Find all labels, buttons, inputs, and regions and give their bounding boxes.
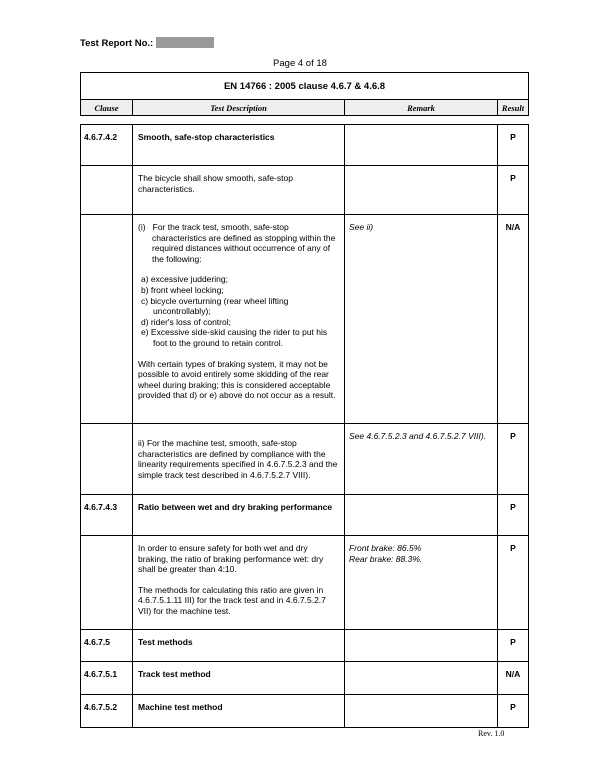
rear-brake-remark: Rear brake: 88.3%. [349,553,423,564]
result-cell: P [498,424,529,495]
description-cell: The bicycle shall show smooth, safe-stop characteristics. [133,166,345,215]
section-title: Test methods [133,630,345,662]
item-marker: (i) [138,222,146,232]
clause-cell: 4.6.7.4.2 [81,125,133,166]
clause-cell: 4.6.7.5 [81,630,133,662]
item-text-continued: characteristics are defined as stopping within the required distances without occurrence of any of the following: [152,232,336,264]
paragraph: The methods for calculating this ratio are given in 4.6.7.5.1.11 III) for the track test and in 4.6.7.5.2.7 VII) for the machine test. [138,584,326,616]
clause-cell [81,424,133,495]
list-item: e) Excessive side-skid causing the rider to put his foot to the ground to retain control. [141,327,328,348]
table-row [81,215,529,424]
remark-cell [345,630,498,662]
table-row [81,495,529,536]
revision-label: Rev. 1.0 [478,729,505,738]
section-title: Track test method [133,662,345,695]
section-title: Machine test method [133,695,345,728]
clause-cell: 4.6.7.4.3 [81,495,133,536]
result-cell: P [498,630,529,662]
remark-cell [345,495,498,536]
result-cell: P [498,695,529,728]
header-table [80,72,529,116]
standard-title: EN 14766 : 2005 clause 4.6.7 & 4.6.8 [81,73,529,100]
list-item: d) rider's loss of control; [141,316,231,327]
clause-cell [81,215,133,424]
description-cell: ii) For the machine test, smooth, safe-stop characteristics are defined by compliance with the linearity requirements specified in 4.6.7.5.2.3 and the simple track test described in 4.6.7.5.2.7 VIII). [133,424,345,495]
table-row [81,424,529,495]
report-number-label: Test Report No.: [80,38,154,49]
redacted-report-number [156,37,214,48]
table-row [81,125,529,166]
table-row [81,695,529,728]
item-text: For the track test, smooth, safe-stop [152,222,289,232]
remark-cell [345,166,498,215]
column-header-result: Result [498,100,529,116]
table-row [81,662,529,695]
remark-cell [345,695,498,728]
clause-cell [81,536,133,630]
column-header-clause: Clause [81,100,133,116]
paragraph: In order to ensure safety for both wet and dry braking, the ratio of braking performance wet: dry shall be greater than 4:10. [138,543,324,575]
clause-cell: 4.6.7.5.1 [81,662,133,695]
front-brake-remark: Front brake: 86.5% [349,543,422,553]
remark-cell: See ii) [345,215,498,424]
result-cell: N/A [498,662,529,695]
remark-cell [345,536,498,630]
section-title: Smooth, safe-stop characteristics [133,125,345,166]
list-item: a) excessive juddering; [141,274,228,285]
list-item: b) front wheel locking; [141,284,224,295]
remark-cell: See 4.6.7.5.2.3 and 4.6.7.5.2.7 VIII). [345,424,498,495]
column-header-remark: Remark [345,100,498,116]
page-number: Page 4 of 18 [273,58,327,69]
section-title: Ratio between wet and dry braking performance [133,495,345,536]
table-row [81,536,529,630]
remark-cell [345,662,498,695]
description-cell [133,536,345,630]
list-item: c) bicycle overturning (rear wheel lifting uncontrollably); [141,295,289,317]
result-cell: P [498,536,529,630]
column-header-description: Test Description [133,100,345,116]
table-row [81,166,529,215]
description-cell [133,215,345,424]
result-cell: N/A [498,215,529,424]
test-table [80,124,529,728]
note-text: With certain types of braking system, it may not be possible to avoid entirely some skidding of the rear wheel during braking; this is considered acceptable provided that d) or e) above do not occur as a result. [138,358,336,401]
clause-cell [81,166,133,215]
clause-cell: 4.6.7.5.2 [81,695,133,728]
result-cell: P [498,495,529,536]
result-cell: P [498,125,529,166]
result-cell: P [498,166,529,215]
table-row [81,630,529,662]
remark-cell [345,125,498,166]
